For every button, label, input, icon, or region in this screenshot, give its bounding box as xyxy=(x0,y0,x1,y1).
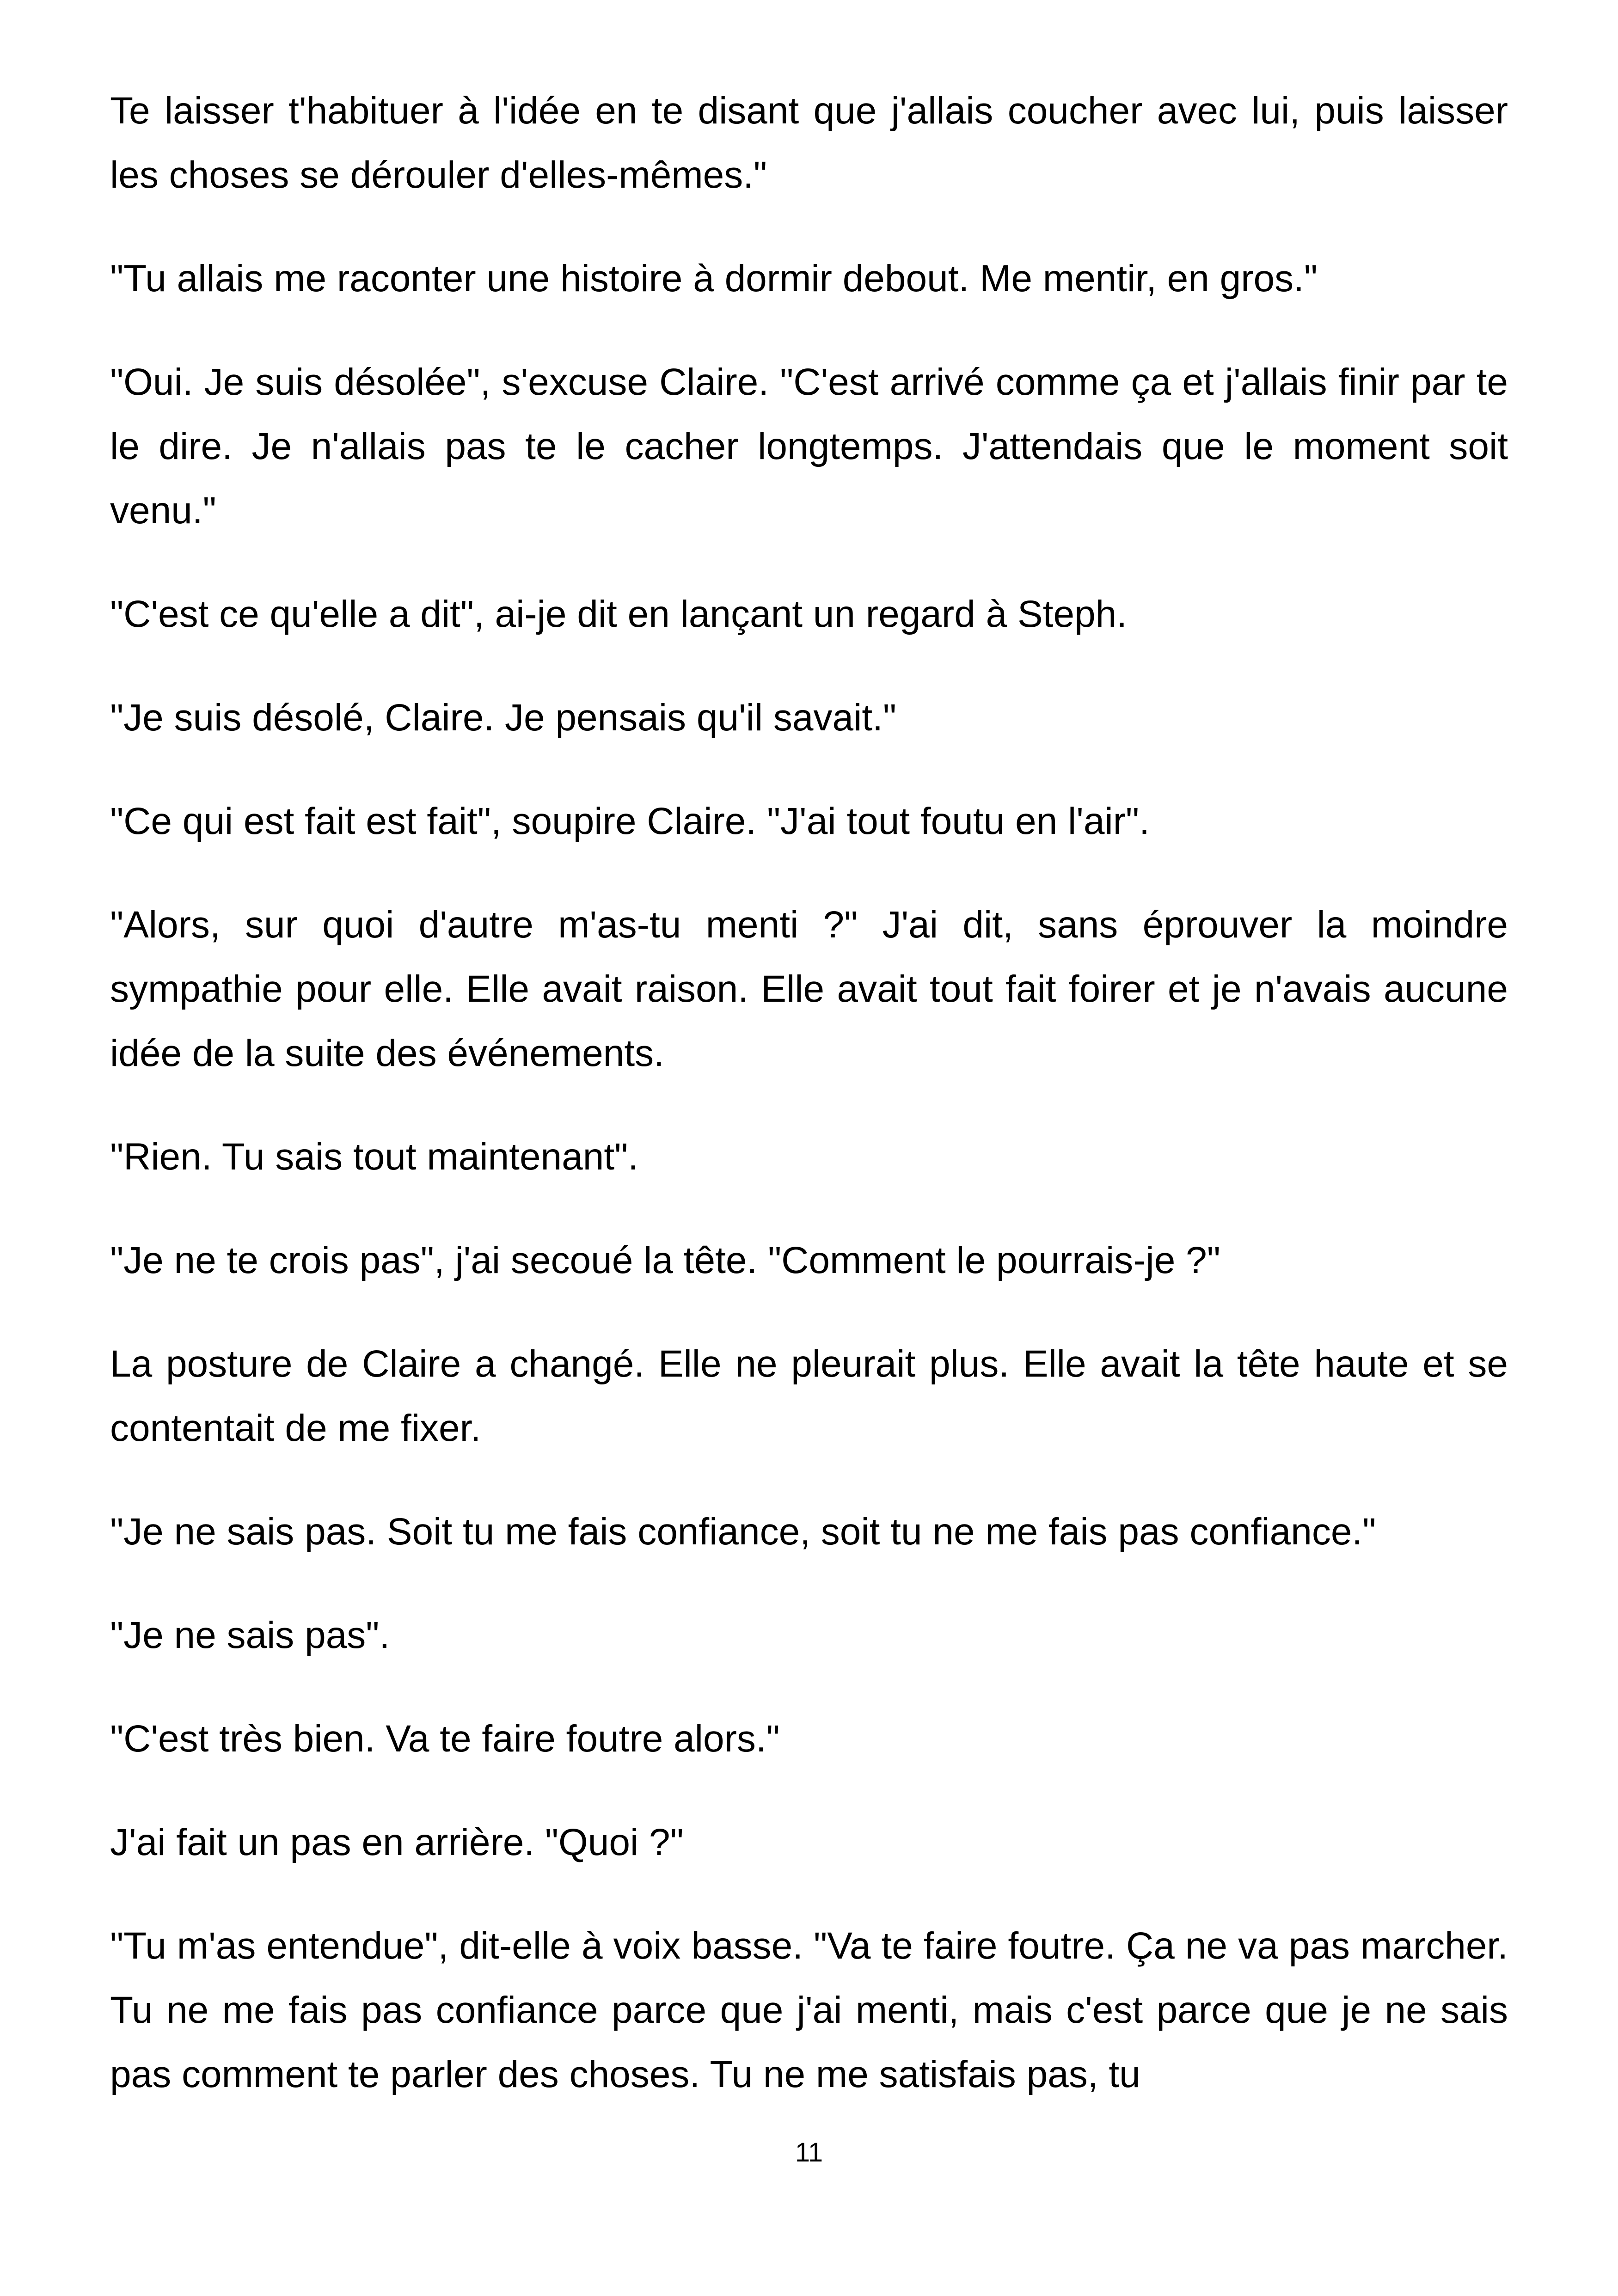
paragraph: "Alors, sur quoi d'autre m'as-tu menti ?" J'ai dit, sans éprouver la moindre sympathie pour elle. Elle avait raison. Elle avait tout fait foirer et je n'avais aucune idée de la suite des événements. xyxy=(110,904,1508,1074)
paragraph: "Je ne sais pas". xyxy=(110,1614,390,1656)
paragraph: J'ai fait un pas en arrière. "Quoi ?" xyxy=(110,1821,684,1863)
paragraph: "C'est ce qu'elle a dit", ai-je dit en lançant un regard à Steph. xyxy=(110,593,1128,635)
paragraph: La posture de Claire a changé. Elle ne pleurait plus. Elle avait la tête haute et se contentait de me fixer. xyxy=(110,1343,1508,1449)
paragraph: "Ce qui est fait est fait", soupire Claire. "J'ai tout foutu en l'air". xyxy=(110,800,1150,842)
paragraph: "Rien. Tu sais tout maintenant". xyxy=(110,1136,639,1178)
paragraph: "Je suis désolé, Claire. Je pensais qu'il savait." xyxy=(110,697,897,739)
paragraph: "C'est très bien. Va te faire foutre alors." xyxy=(110,1718,780,1760)
page-number: 11 xyxy=(795,2137,823,2167)
text-body xyxy=(110,79,1508,2106)
paragraph: Te laisser t'habituer à l'idée en te disant que j'allais coucher avec lui, puis laisser les choses se dérouler d'elles-mêmes." xyxy=(110,90,1508,196)
paragraph: "Oui. Je suis désolée", s'excuse Claire. "C'est arrivé comme ça et j'allais finir par te le dire. Je n'allais pas te le cacher longtemps. J'attendais que le moment soit venu." xyxy=(110,361,1508,532)
paragraph: "Je ne sais pas. Soit tu me fais confiance, soit tu ne me fais pas confiance." xyxy=(110,1511,1376,1553)
paragraph: "Tu allais me raconter une histoire à dormir debout. Me mentir, en gros." xyxy=(110,257,1318,300)
paragraph: "Je ne te crois pas", j'ai secoué la tête. "Comment le pourrais-je ?" xyxy=(110,1239,1220,1281)
paragraph: "Tu m'as entendue", dit-elle à voix basse. "Va te faire foutre. Ça ne va pas marcher. Tu ne me fais pas confiance parce que j'ai menti, mais c'est parce que je ne sais pas comment te parler des choses. Tu ne me satisfais pas, tu xyxy=(110,1925,1508,2095)
